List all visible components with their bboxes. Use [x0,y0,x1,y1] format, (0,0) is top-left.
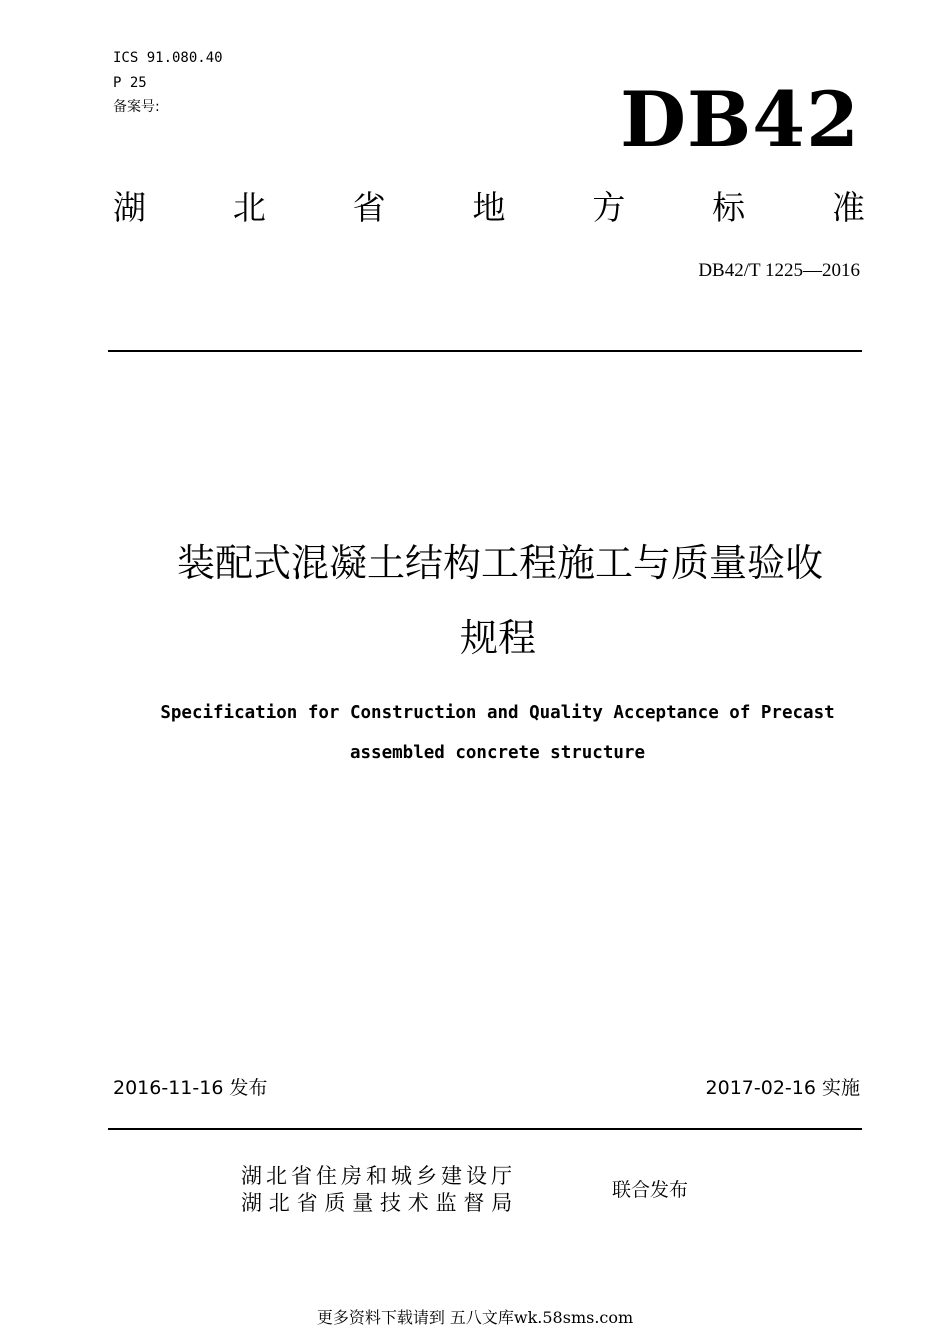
standard-type-char: 地 [472,188,506,227]
standard-type-char: 标 [712,188,746,227]
issuer-housing-department: 湖北省住房和城乡建设厅 [241,1164,516,1188]
title-english-line-2: assembled concrete structure [349,743,645,763]
standard-type-char: 北 [232,188,266,227]
issuer-quality-bureau: 湖北省质量技术监督局 [241,1191,519,1215]
issue-date: 2016-11-16 发布 [113,1077,268,1099]
bottom-divider [108,1128,862,1130]
standard-type [113,184,865,232]
standard-logo: DB42 [620,75,860,164]
standard-type-char: 方 [592,188,626,227]
title-english-line-1: Specification for Construction and Quality Acceptance of Precast [160,703,835,723]
standard-type-char: 省 [352,188,386,227]
top-divider [108,350,862,352]
standard-type-char: 湖 [113,188,146,227]
standard-type-char: 准 [831,188,865,227]
title-chinese-line-2: 规程 [459,616,536,660]
implementation-date: 2017-02-16 实施 [705,1077,860,1099]
ccs-code: P 25 [113,75,147,91]
filing-number-label: 备案号: [113,99,160,115]
download-footer-link[interactable]: 更多资料下载请到 五八文库wk.58sms.com [316,1308,634,1327]
joint-issue-label: 联合发布 [612,1179,689,1201]
title-chinese-line-1: 装配式混凝土结构工程施工与质量验收 [176,541,823,585]
ics-code: ICS 91.080.40 [113,50,223,66]
standard-number: DB42/T 1225—2016 [698,260,860,281]
